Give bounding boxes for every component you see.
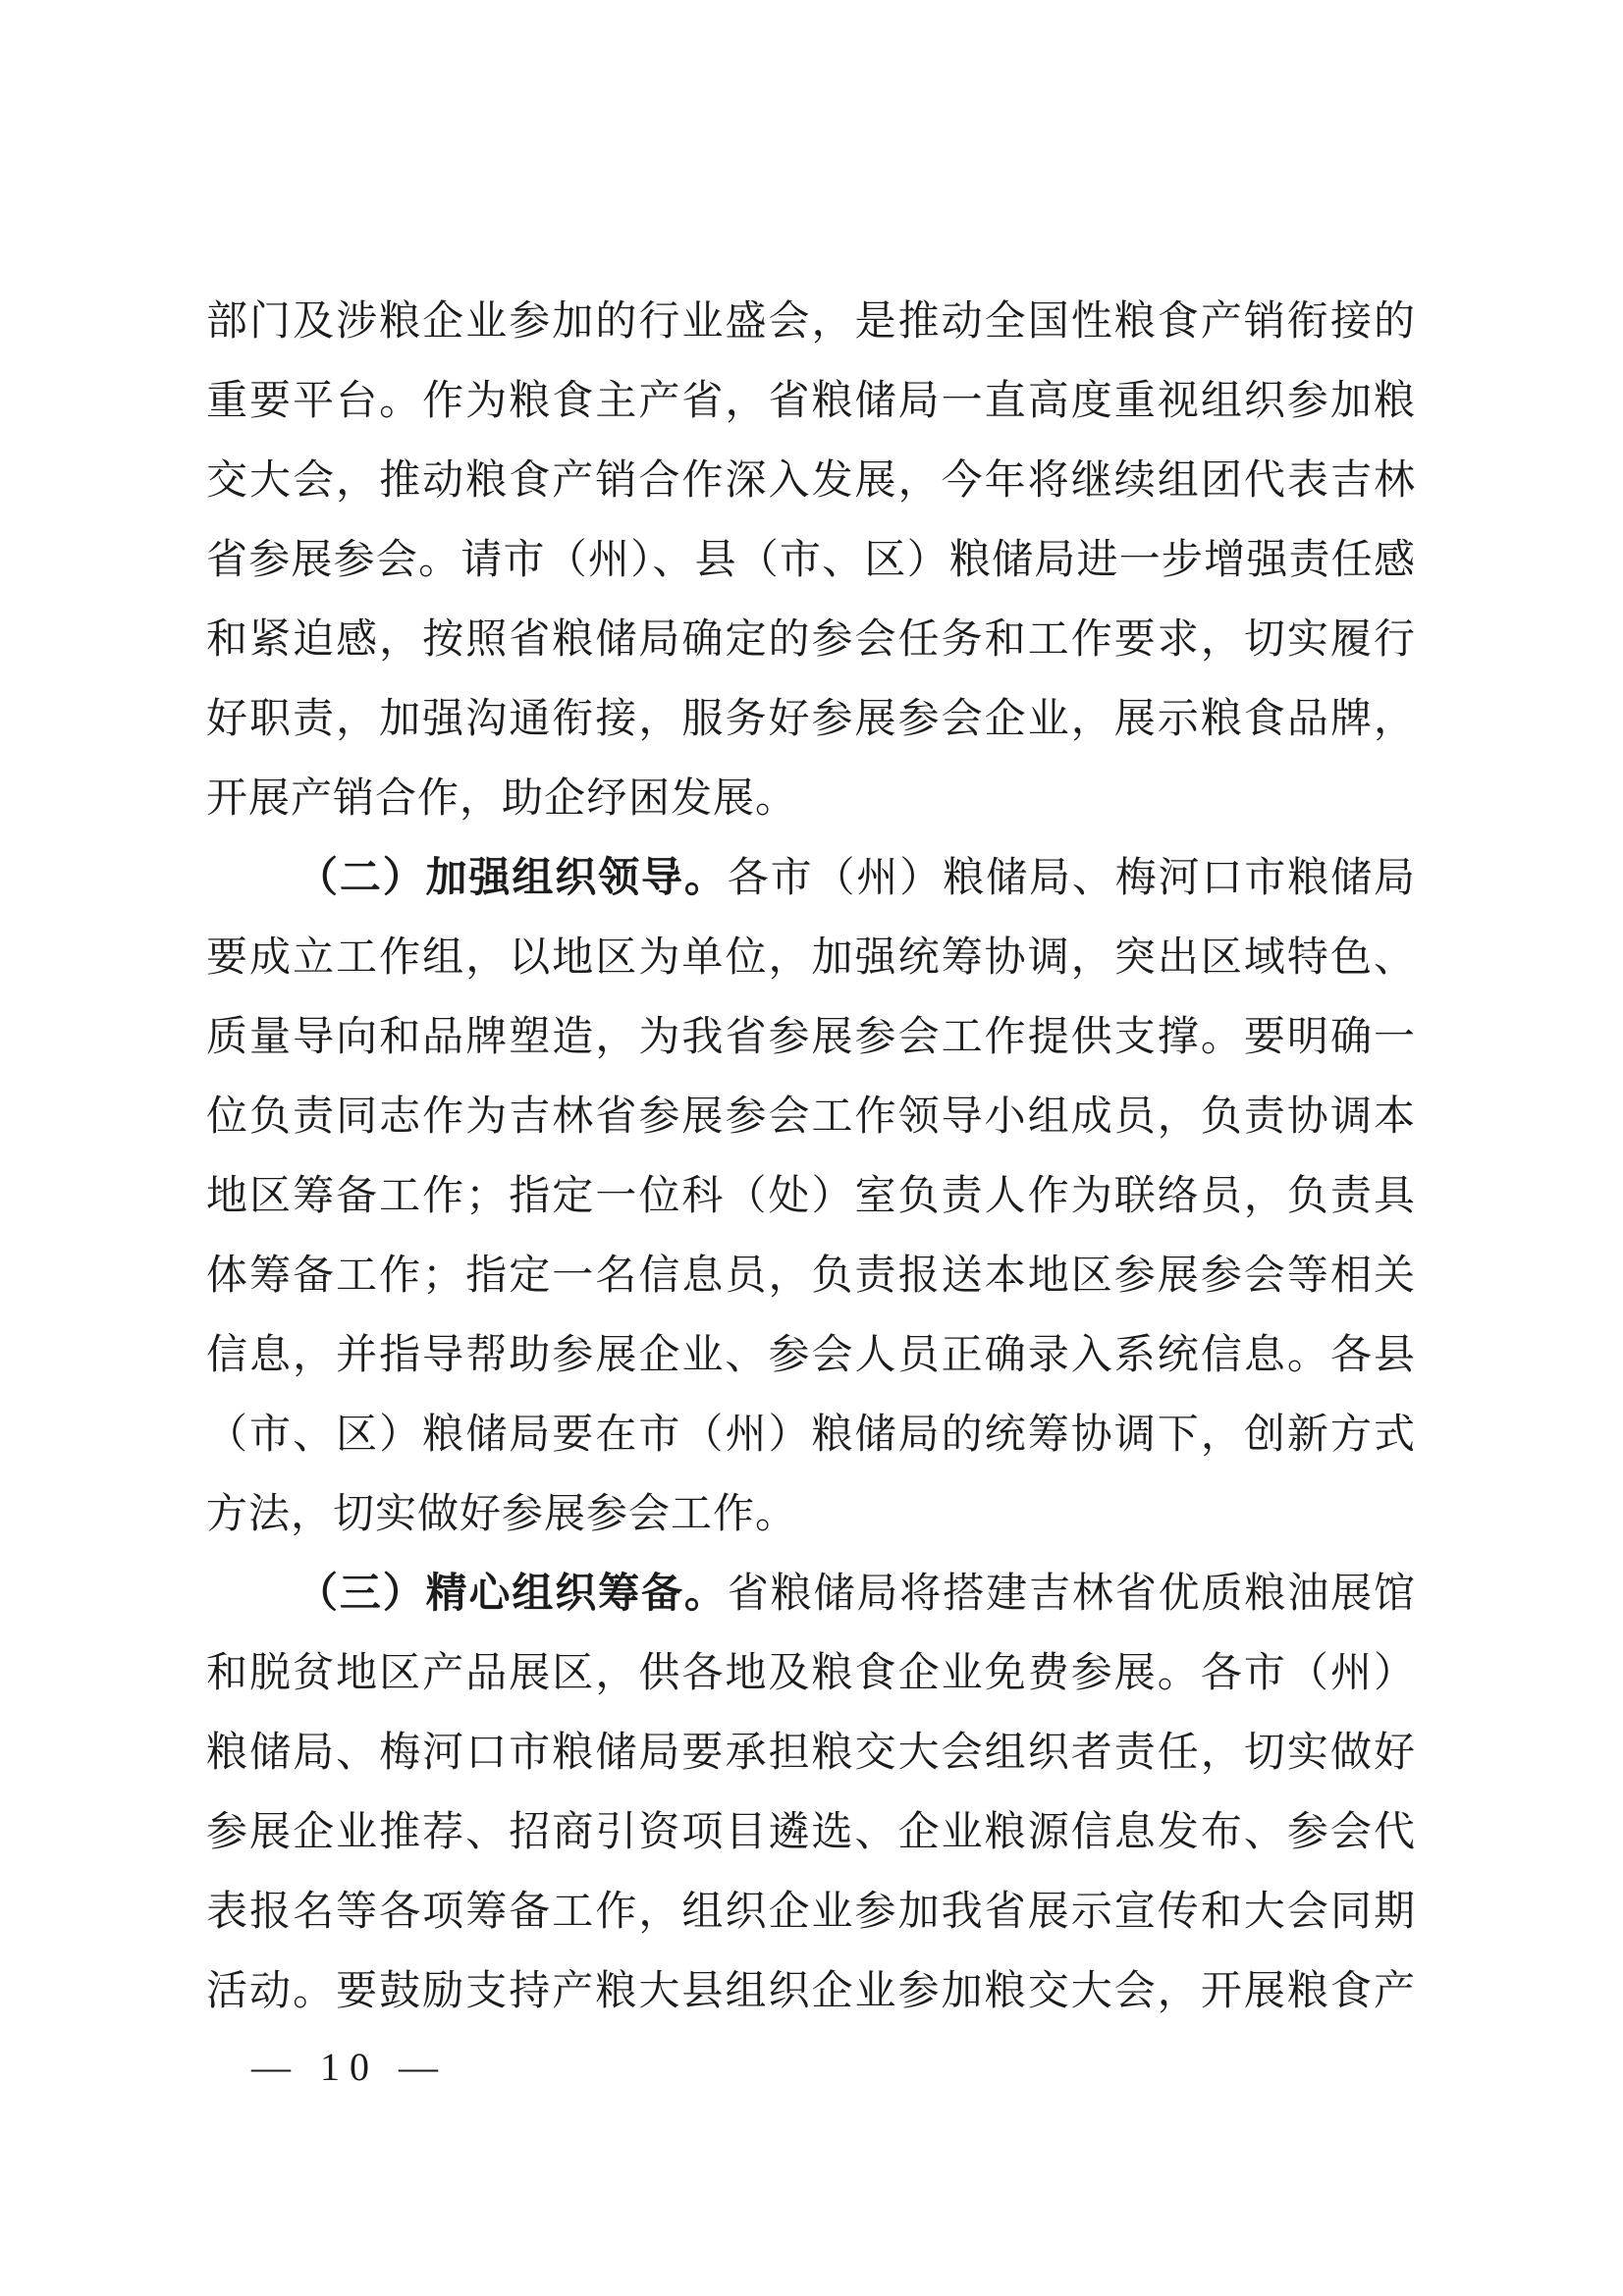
text-line: （二）加强组织领导。各市（州）粮储局、梅河口市粮储局 bbox=[297, 856, 1416, 901]
text-line: 交大会，推动粮食产销合作深入发展，今年将继续组团代表吉林 bbox=[206, 458, 1416, 504]
section-heading: （三）精心组织筹备。 bbox=[297, 1572, 728, 1617]
text-line: 地区筹备工作；指定一位科（处）室负责人作为联络员，负责具 bbox=[206, 1174, 1416, 1219]
text-line: 好职责，加强沟通衔接，服务好参展参会企业，展示粮食品牌， bbox=[206, 697, 1416, 742]
text-line: 重要平台。作为粮食主产省，省粮储局一直高度重视组织参加粮 bbox=[206, 379, 1416, 424]
page-number: — 10 — bbox=[251, 2045, 448, 2089]
text-line: 部门及涉粮企业参加的行业盛会，是推动全国性粮食产销衔接的 bbox=[206, 299, 1416, 345]
text-line: （三）精心组织筹备。省粮储局将搭建吉林省优质粮油展馆 bbox=[297, 1572, 1416, 1617]
text-line: 信息，并指导帮助参展企业、参会人员正确录入系统信息。各县 bbox=[206, 1333, 1416, 1378]
text-line: 粮储局、梅河口市粮储局要承担粮交大会组织者责任，切实做好 bbox=[206, 1731, 1416, 1776]
text-line: 省参展参会。请市（州）、县（市、区）粮储局进一步增强责任感 bbox=[206, 538, 1416, 583]
text-line: 要成立工作组，以地区为单位，加强统筹协调，突出区域特色、 bbox=[206, 935, 1416, 981]
text-line: 和脱贫地区产品展区，供各地及粮食企业免费参展。各市（州） bbox=[206, 1651, 1416, 1696]
text-line: 位负责同志作为吉林省参展参会工作领导小组成员，负责协调本 bbox=[206, 1095, 1416, 1140]
text-line: 和紧迫感，按照省粮储局确定的参会任务和工作要求，切实履行 bbox=[206, 617, 1416, 663]
text-line: （市、区）粮储局要在市（州）粮储局的统筹协调下，创新方式 bbox=[206, 1413, 1416, 1458]
text-line: 质量导向和品牌塑造，为我省参展参会工作提供支撑。要明确一 bbox=[206, 1015, 1416, 1060]
text-line: 方法，切实做好参展参会工作。 bbox=[206, 1492, 798, 1537]
text-line: 开展产销合作，助企纾困发展。 bbox=[206, 776, 798, 822]
text-line: 活动。要鼓励支持产粮大县组织企业参加粮交大会，开展粮食产 bbox=[206, 1969, 1416, 2014]
section-heading: （二）加强组织领导。 bbox=[297, 856, 728, 901]
text-line: 体筹备工作；指定一名信息员，负责报送本地区参展参会等相关 bbox=[206, 1254, 1416, 1299]
text-line: 参展企业推荐、招商引资项目遴选、企业粮源信息发布、参会代 bbox=[206, 1810, 1416, 1855]
text-line: 表报名等各项筹备工作，组织企业参加我省展示宣传和大会同期 bbox=[206, 1890, 1416, 1935]
document-lines bbox=[206, 283, 1416, 2032]
